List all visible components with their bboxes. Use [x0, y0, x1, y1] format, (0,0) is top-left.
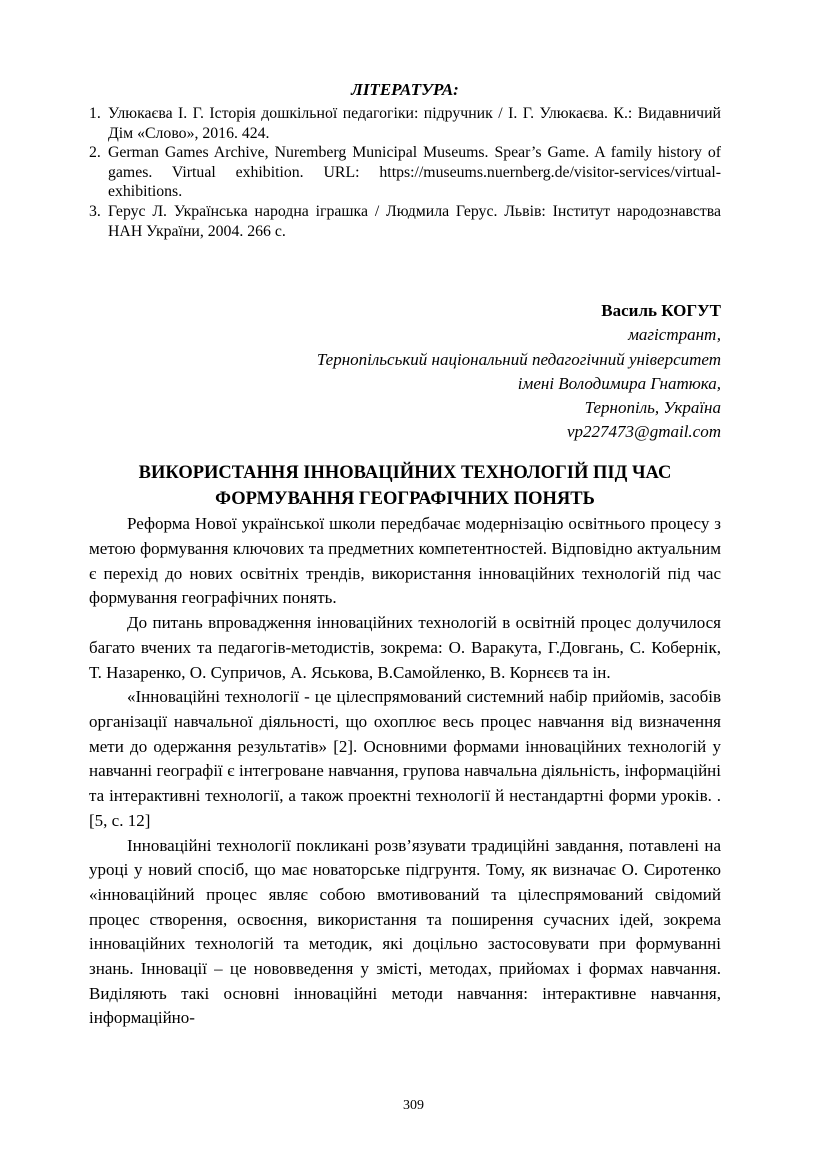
page-content [89, 80, 721, 1031]
body-paragraph: До питань впровадження інноваційних технологій в освітній процес долучилося багато вчених та педагогів-методистів, зокрема: О. Варакута, Г.Довгань, С. Кобернік, Т. Назаренко, О. Супричов, А. Яськова, В.Самойленко, В. Корнєєв та ін. [89, 613, 721, 682]
literature-heading: ЛІТЕРАТУРА: [351, 80, 459, 99]
author-position: магістрант, [628, 325, 721, 345]
article-title-line-1: ВИКОРИСТАННЯ ІННОВАЦІЙНИХ ТЕХНОЛОГІЙ ПІД ЧАС [138, 463, 672, 484]
reference-text: Герус Л. Українська народна іграшка / Людмила Герус. Львів: Інститут народознавства НАН України, 2004. 266 с. [108, 202, 721, 240]
author-name: Василь КОГУТ [601, 301, 721, 321]
author-university: Тернопільський національний педагогічний університет [316, 349, 721, 369]
reference-number: 2. [89, 144, 101, 162]
article-title [89, 460, 721, 512]
author-university-name: імені Володимира Гнатюка, [517, 373, 721, 393]
reference-item [89, 202, 721, 241]
reference-item [89, 104, 721, 143]
body-paragraph: Інноваційні технології покликані розв’язувати традиційні завдання, потавлені на уроці у новий спосіб, що має новаторське підгрунтя. Тому, як визначає О. Сиротенко «інноваційний процес являє собою вмотивований та цілеспрямований свідомий процес створення, освоєння, використання та поширення сучасних ідей, зокрема інноваційних технологій та методик, які доцільно застосовувати при формуванні знань. Інновації – це нововведення у змісті, методах, прийомах і формах навчання. Виділяють такі основні інноваційні методи навчання: інтерактивне навчання, інформаційно- [89, 835, 721, 1028]
reference-number: 3. [89, 202, 101, 220]
author-city: Тернопіль, Україна [584, 397, 721, 417]
page-number: 309 [403, 1098, 424, 1113]
author-block [89, 299, 721, 444]
body-paragraph: «Інноваційні технології - це цілеспрямований системний набір прийомів, засобів організації навчальної діяльності, що охоплює весь процес навчання від визначення мети до одержання результатів» [2]. Основними формами інноваційних технологій у навчанні географії є інтегроване навчання, групова навчальна діяльність, інформаційні та інтерактивні технології, а також проектні технології й нестандартні форми уроків. . [5, с. 12] [89, 687, 721, 830]
body-paragraph: Реформа Нової української школи передбачає модернізацію освітнього процесу з метою формування ключових та предметних компетентностей. Відповідно актуальним є перехід до нових освітніх трендів, використання інноваційних технологій під час формування географічних понять. [89, 514, 721, 608]
reference-item [89, 143, 721, 202]
reference-number: 1. [89, 105, 101, 122]
reference-text: Улюкаєва І. Г. Історія дошкільної педагогіки: підручник / І. Г. Улюкаєва. К.: Видавничий Дім «Слово», 2016. 424. [108, 105, 721, 142]
reference-text: German Games Archive, Nuremberg Municipal Museums. Spear’s Game. A family history of games. Virtual exhibition. URL: https://museums.nuernberg.de/visitor-services/virtual-exhibitions. [108, 144, 721, 201]
reference-list [89, 104, 721, 241]
author-email: vp227473@gmail.com [567, 422, 721, 442]
article-title-line-2: ФОРМУВАННЯ ГЕОГРАФІЧНИХ ПОНЯТЬ [215, 489, 595, 510]
